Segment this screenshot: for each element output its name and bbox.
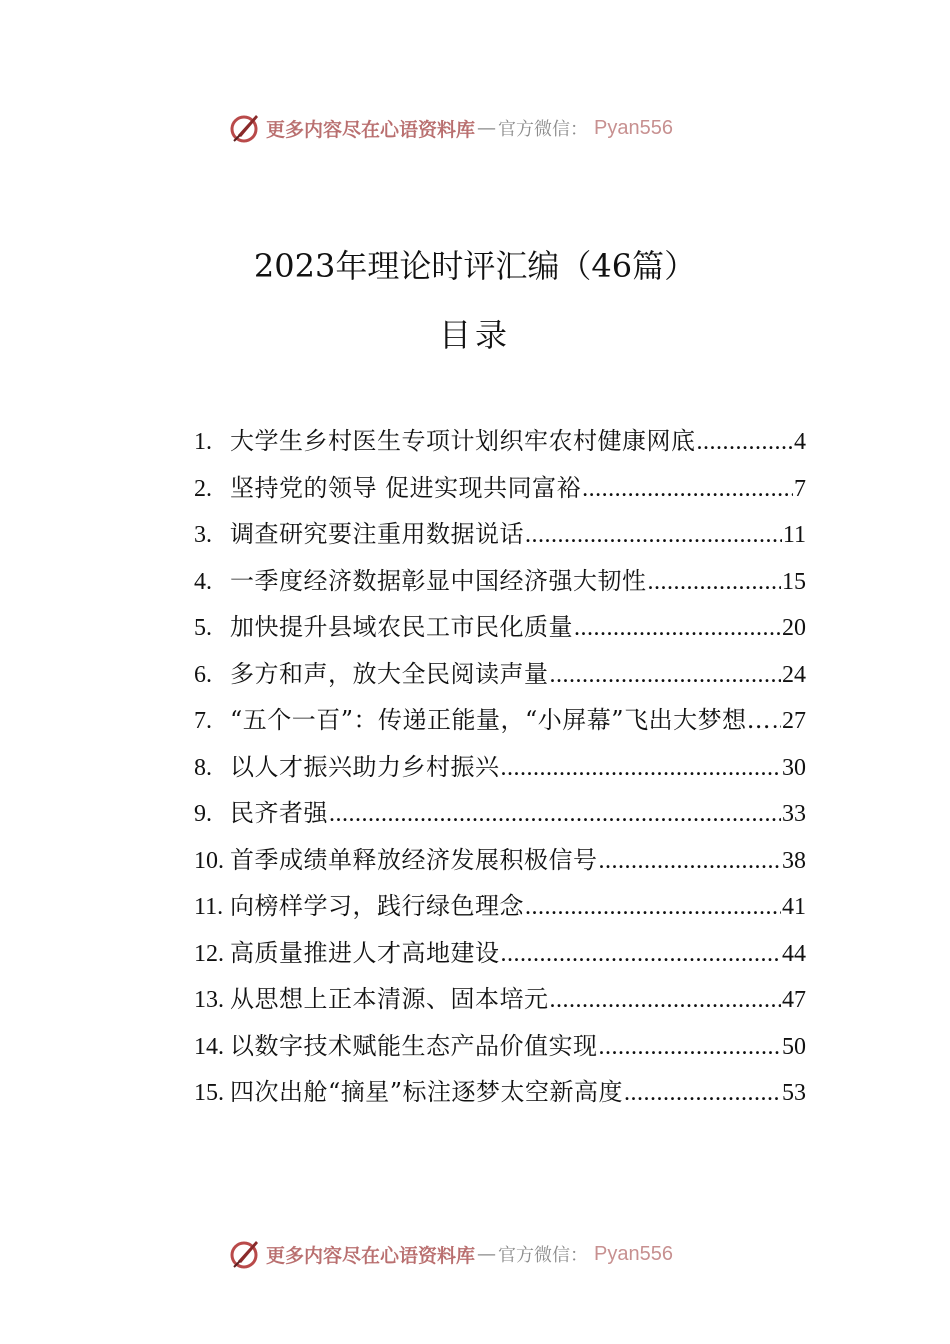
toc-entry-page: 53	[782, 1080, 806, 1106]
toc-entry-title: 首季成绩单释放经济发展积极信号	[230, 845, 598, 874]
toc-entry-page: 11	[782, 522, 806, 548]
toc-entry-title: 向榜样学习，践行绿色理念	[230, 892, 524, 920]
toc-dot-leader	[550, 652, 782, 698]
toc-entry-page: 47	[782, 987, 806, 1013]
toc-entry-title: “五个一百”：传递正能量，“小屏幕”飞出大梦想…	[230, 706, 772, 734]
toc-entry-number: 8.	[194, 754, 212, 781]
toc-entry-number: 9.	[194, 801, 212, 827]
watermark-label: 官方微信：	[498, 1245, 589, 1266]
toc-dot-leader	[697, 419, 794, 465]
toc-entry-number: 13.	[194, 987, 224, 1013]
toc-entry[interactable]	[194, 837, 806, 884]
toc-entry-page: 33	[782, 801, 806, 827]
watermark-text: 更多内容尽在心语资料库	[266, 118, 476, 141]
toc-entry-page: 41	[782, 894, 806, 920]
watermark-dash: —	[477, 117, 497, 139]
toc-entry-page: 24	[782, 661, 806, 688]
toc-dot-leader	[329, 791, 781, 837]
toc-entry[interactable]	[194, 511, 806, 558]
toc-entry-page: 15	[782, 568, 806, 595]
toc-dot-leader	[525, 512, 782, 558]
toc-entry-title: 以人才振兴助力乡村振兴	[230, 752, 500, 781]
quill-logo-icon	[228, 111, 262, 145]
quill-logo-icon	[228, 1237, 262, 1271]
toc-heading: 目录	[438, 316, 511, 354]
toc-entry-number: 14.	[194, 1033, 224, 1060]
toc-entry[interactable]	[194, 697, 806, 744]
toc-entry-title: 民齐者强	[230, 799, 328, 827]
toc-entry-number: 15.	[194, 1080, 224, 1106]
toc-entry-page: 38	[782, 847, 806, 874]
toc-entry-title: 大学生乡村医生专项计划织牢农村健康网底	[230, 427, 696, 455]
footer-watermark	[228, 1236, 673, 1272]
toc-entry-number: 11.	[194, 894, 224, 920]
toc-entry-number: 10.	[194, 847, 224, 874]
toc-dot-leader	[599, 1024, 782, 1070]
toc-entry-title: 四次出舱“摘星”标注逐梦太空新高度	[230, 1078, 624, 1106]
toc-entry[interactable]	[194, 465, 806, 512]
toc-entry-number: 1.	[194, 429, 212, 455]
toc-dot-leader	[648, 559, 782, 605]
toc-entry[interactable]	[194, 790, 806, 837]
toc-dot-leader	[525, 884, 781, 930]
table-of-contents	[194, 418, 806, 1116]
toc-dot-leader	[501, 931, 782, 977]
toc-entry[interactable]	[194, 1069, 806, 1116]
toc-entry-title: 高质量推进人才高地建设	[230, 938, 500, 967]
toc-entry-title: 多方和声，放大全民阅读声量	[230, 659, 549, 688]
watermark-label: 官方微信：	[498, 119, 589, 140]
toc-dot-leader	[772, 698, 781, 744]
toc-entry-page: 7	[794, 475, 806, 502]
watermark-wechat-id: Pyan556	[594, 116, 673, 139]
toc-entry-number: 6.	[194, 661, 212, 688]
toc-entry-title: 加快提升县域农民工市民化质量	[230, 613, 573, 641]
toc-entry-title: 坚持党的领导 促进实现共同富裕	[230, 473, 582, 502]
watermark-dash: —	[477, 1243, 497, 1265]
toc-entry-number: 4.	[194, 568, 212, 595]
toc-entry-title: 以数字技术赋能生态产品价值实现	[230, 1031, 598, 1060]
header-watermark	[228, 110, 673, 146]
toc-entry-page: 4	[794, 429, 806, 455]
toc-entry-number: 2.	[194, 475, 212, 502]
toc-entry-page: 50	[782, 1033, 806, 1060]
toc-entry-page: 30	[782, 754, 806, 781]
toc-entry[interactable]	[194, 930, 806, 977]
toc-entry[interactable]	[194, 651, 806, 698]
toc-dot-leader	[582, 466, 793, 512]
toc-entry-number: 7.	[194, 708, 212, 734]
toc-entry-page: 27	[782, 708, 806, 734]
toc-entry-page: 20	[782, 615, 806, 641]
toc-entry-page: 44	[782, 940, 806, 967]
toc-entry[interactable]	[194, 883, 806, 930]
toc-dot-leader	[599, 838, 782, 884]
watermark-text: 更多内容尽在心语资料库	[266, 1244, 476, 1267]
toc-dot-leader	[624, 1070, 781, 1116]
toc-entry-title: 从思想上正本清源、固本培元	[230, 985, 549, 1013]
toc-entry[interactable]	[194, 604, 806, 651]
toc-entry-number: 3.	[194, 522, 212, 548]
toc-entry-number: 5.	[194, 615, 212, 641]
toc-entry[interactable]	[194, 558, 806, 605]
toc-entry-title: 调查研究要注重用数据说话	[230, 520, 524, 548]
toc-entry-title: 一季度经济数据彰显中国经济强大韧性	[230, 566, 647, 595]
toc-dot-leader	[501, 745, 782, 791]
toc-entry[interactable]	[194, 744, 806, 791]
toc-dot-leader	[574, 605, 781, 651]
toc-entry[interactable]	[194, 418, 806, 465]
toc-dot-leader	[550, 977, 782, 1023]
watermark-wechat-id: Pyan556	[594, 1242, 673, 1265]
toc-entry-number: 12.	[194, 940, 224, 967]
toc-entry[interactable]	[194, 1023, 806, 1070]
toc-entry[interactable]	[194, 976, 806, 1023]
document-title: 2023年理论时评汇编（46篇）	[253, 247, 697, 285]
